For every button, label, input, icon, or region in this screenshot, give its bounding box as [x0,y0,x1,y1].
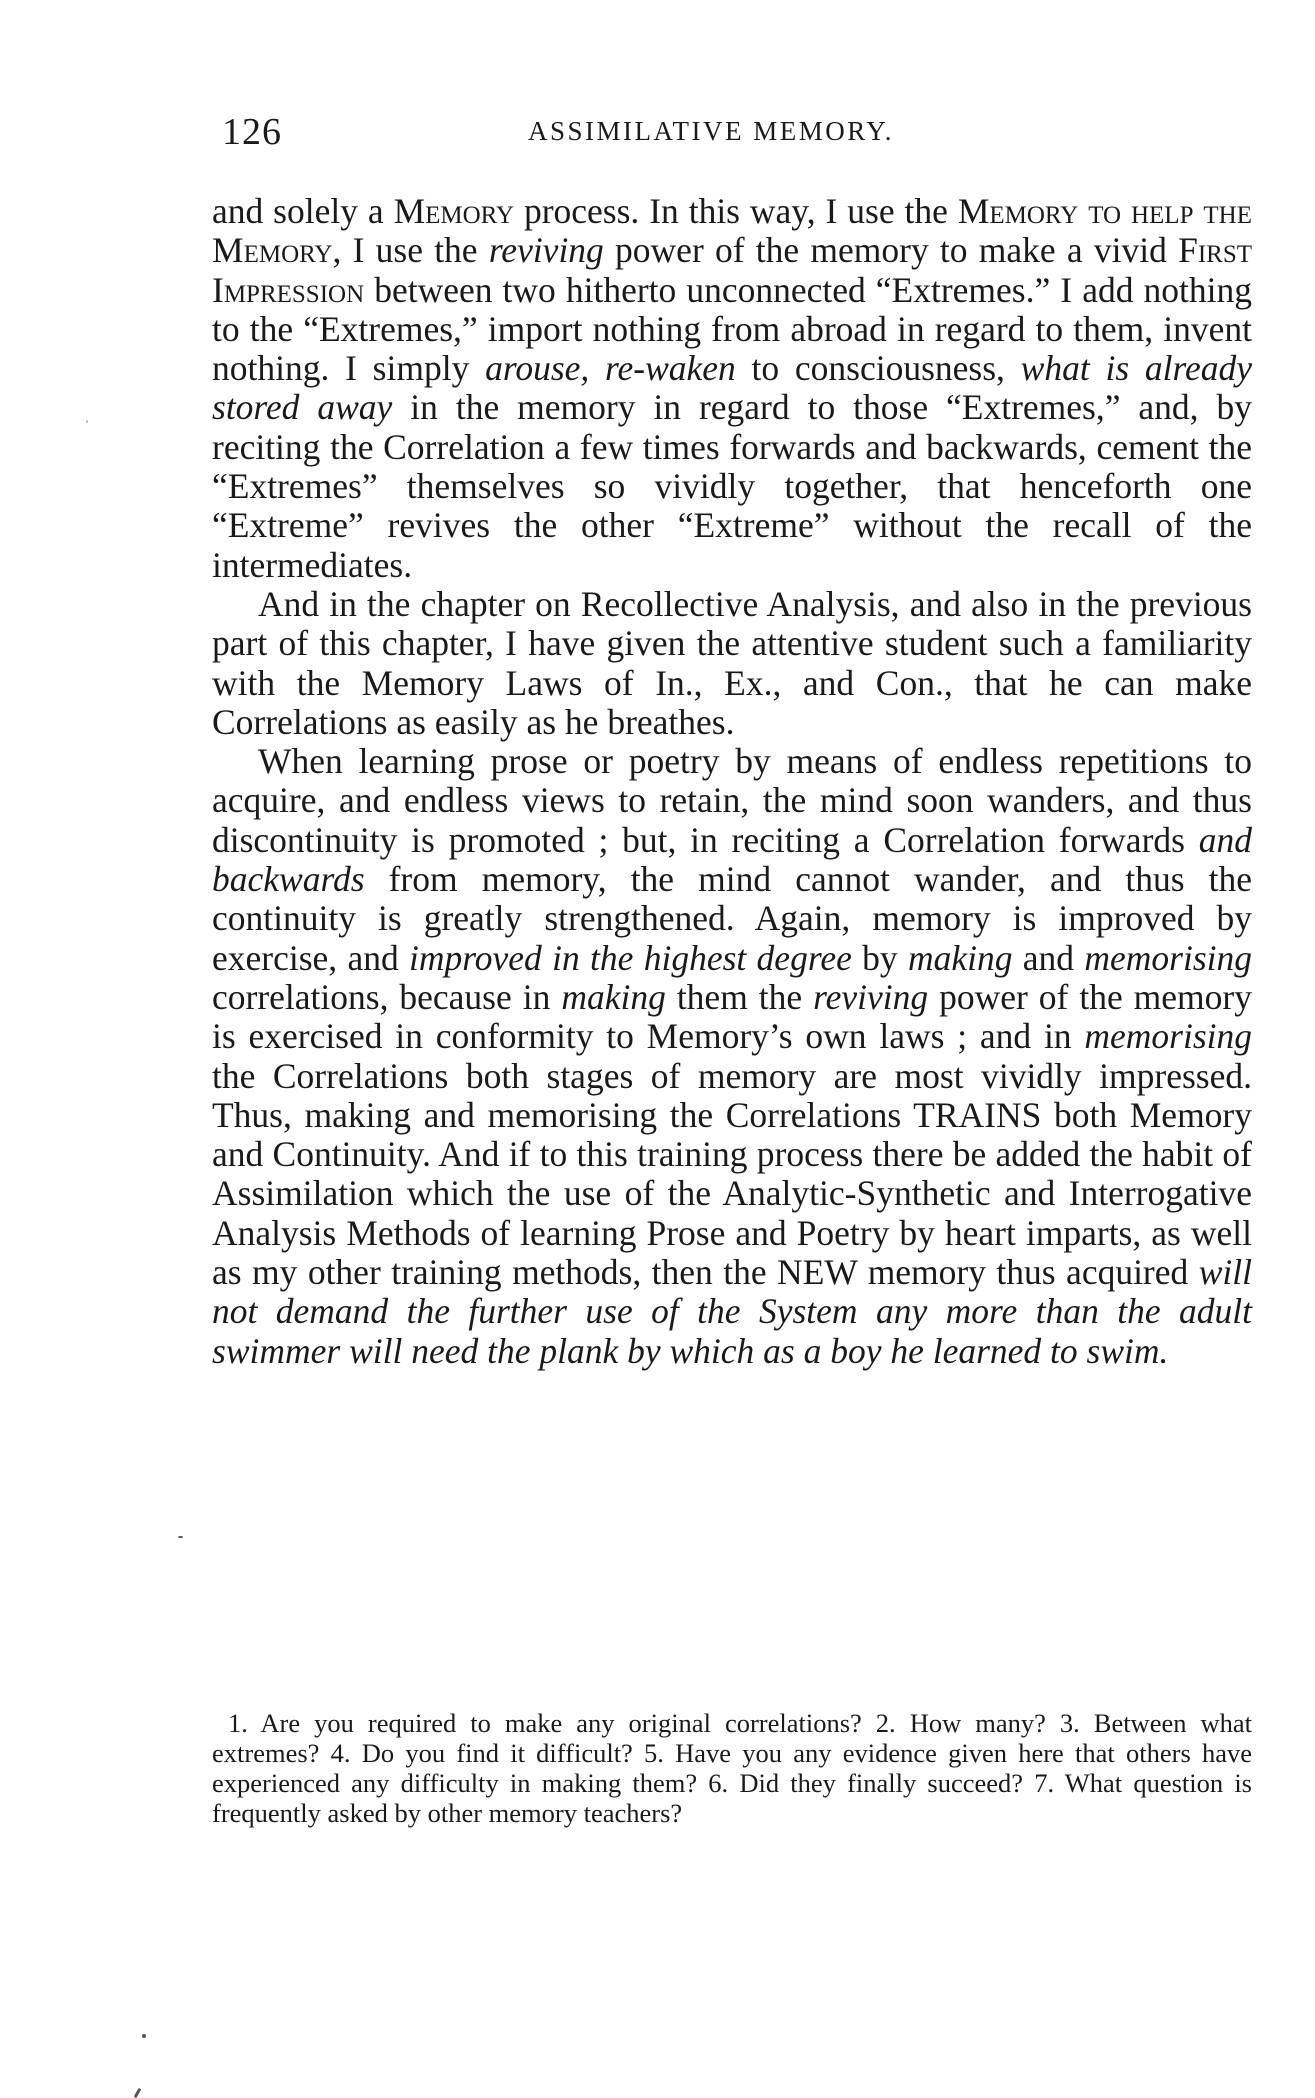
paragraph-2: And in the chapter on Recollective Analysis, and also in the previous part of this chapter, I have given the attentive student such a familiarity with the Memory Laws of In., Ex., and Con., that he can make Correlations as easily as he breathes. [212,583,1252,742]
p3-text-1: When learning prose or poetry by means of endless repetitions to acquire, and endless views to retain, the mind soon wanders, and thus discontinuity is promoted ; but, in reciting a Correlation forwards [212,741,1252,860]
page-header [0,110,1315,160]
p1-text-5: between two hitherto unconnected “Extremes.” I add nothing to the “Extremes,” import nothing from abroad in regard to them, invent nothing. I simply [212,269,1252,389]
p3-italic-4: memorising [1084,937,1252,978]
p1-text-1: and solely a [212,191,394,231]
study-questions [212,1708,1252,1828]
p3-italic-2: improved in the highest degree [409,937,852,978]
p1-text-4: power of the memory to make a vivid [603,230,1179,271]
p1-text-2: process. In this way, I use the [514,191,958,231]
questions-text: 1. Are you required to make any original correlations? 2. How many? 3. Between what extremes? 4. Do you find it difficult? 5. Have you any evidence given here that others have experienced any difficulty in making them? 6. Did they finally succeed? 7. What question is frequently asked by other memory teachers? [212,1708,1252,1828]
running-head: ASSIMILATIVE MEMORY. [528,116,895,146]
ink-speck [86,420,88,423]
p3-text-8: the Correlations both stages of memory are most vividly impressed. Thus, making and memorising the Correlations TRAINS both Memory and Continuity. And if to this training process there be added the habit of Assimilation which the use of the Analytic-Synthetic and Interrogative Analysis Methods of learning Prose and Poetry by heart imparts, as well as my other training methods, then the NEW memory thus acquired [212,1055,1252,1293]
p1-text-7: in the memory in regard to those “Extremes,” and, by reciting the Correlation a few times forwards and backwards, cement the “Extremes” themselves so vividly together, that henceforth one “Extreme” revives the other “Extreme” without the recall of the intermediates. [212,387,1253,585]
ink-speck [134,2088,142,2098]
p1-smallcaps-3: First Impression [212,230,1253,310]
p1-text-3: , I use the [332,230,489,271]
p1-italic-1: reviving [488,230,604,271]
page-number: 126 [222,111,282,153]
p3-text-2: from memory, the mind cannot wander, and thus the continuity is greatly strengthened. Again, memory is improved by exercise, and [212,859,1252,978]
p3-italic-6: reviving [813,976,929,1017]
paragraph-3 [212,742,1252,1371]
p3-italic-1: and backwards [212,819,1252,900]
p3-text-5: correlations, because in [212,976,562,1017]
p3-italic-3: making [907,937,1013,978]
p1-smallcaps-1: Memory [393,191,515,231]
p1-text-6: to consciousness, [735,348,1021,389]
p1-italic-2: arouse, re-waken [485,348,736,389]
p3-italic-5: making [561,976,666,1017]
ink-speck [178,1536,183,1538]
p1-smallcaps-2: Memory to help the Memory [212,191,1252,271]
p1-italic-3: what is already stored away [212,348,1253,428]
p3-text-7: power of the memory is exercised in conformity to Memory’s own laws ; and in [212,976,1252,1057]
p3-text-3: by [851,937,908,978]
p3-text-4: and [1012,937,1085,978]
paragraph-1 [212,192,1252,585]
ink-speck [142,2034,146,2038]
body-text [212,192,1252,1371]
p3-italic-7: memorising [1084,1016,1252,1057]
p3-italic-8: will not demand the further use of the System any more than the adult swimmer will need the plank by which as a boy he learned to swim. [212,1252,1252,1371]
p3-text-6: them the [665,976,814,1017]
